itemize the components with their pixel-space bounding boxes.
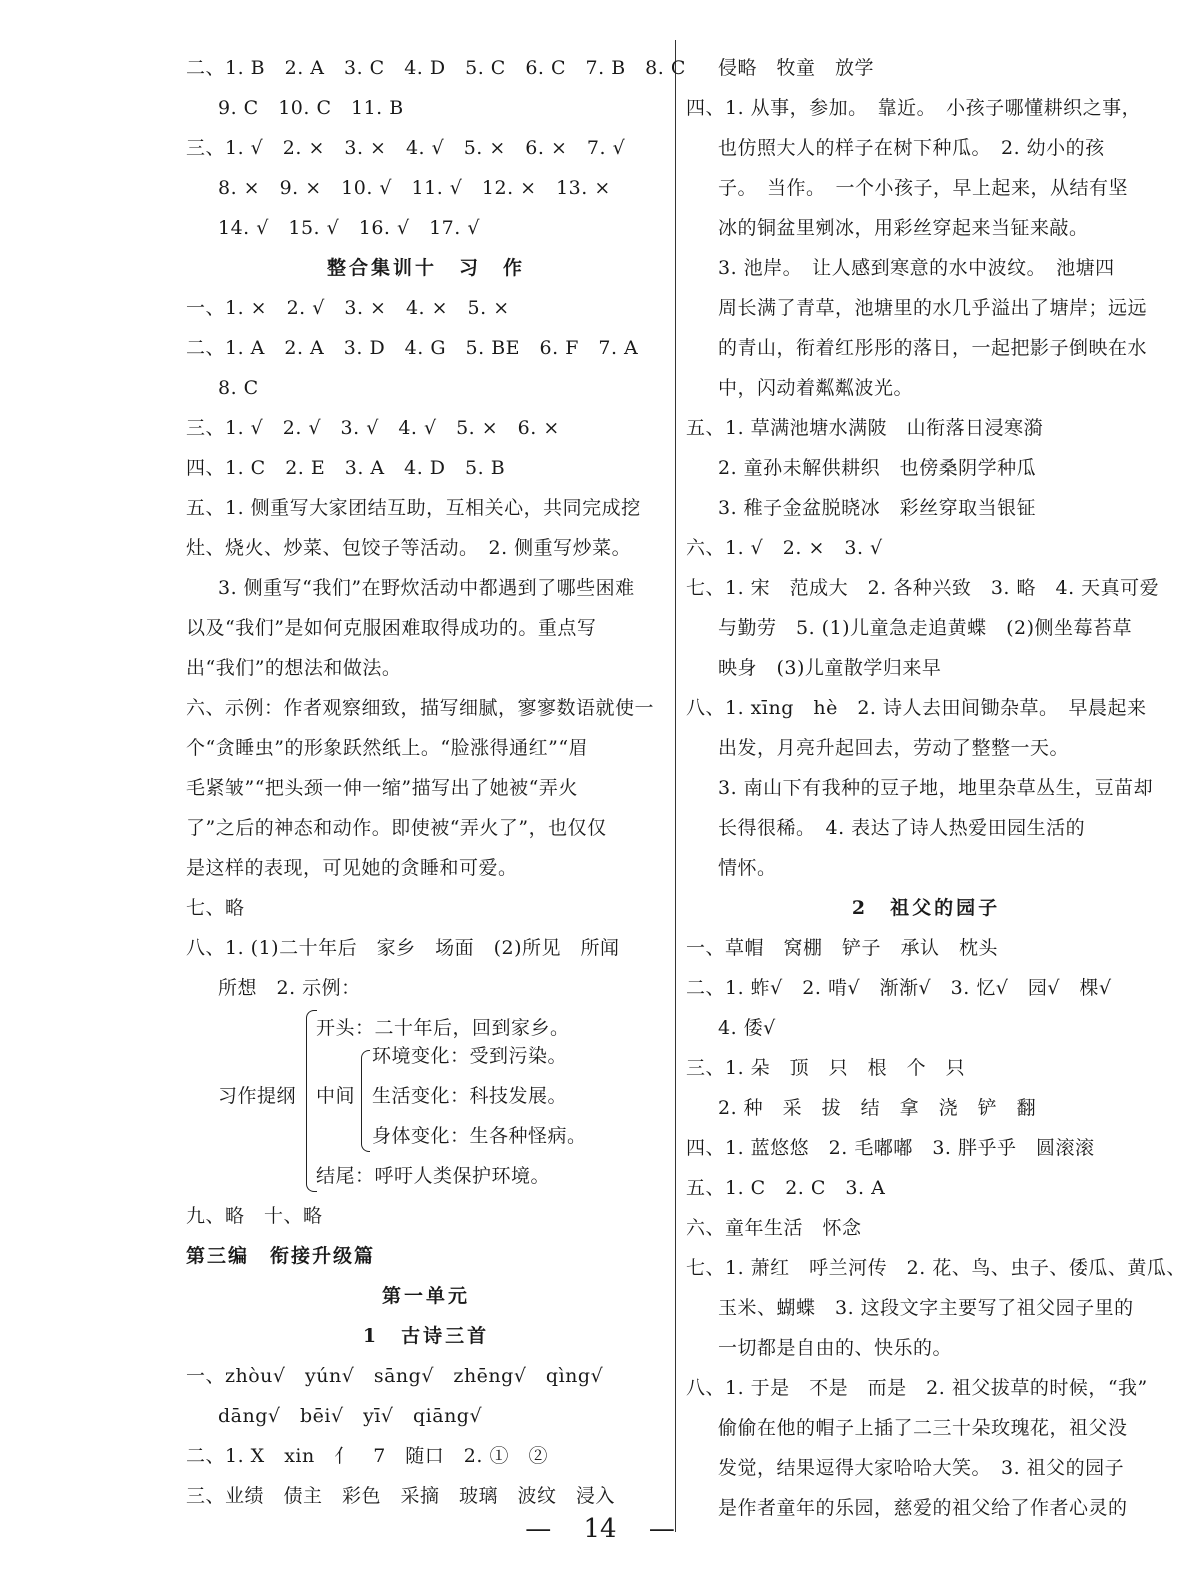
page-number — [0, 1511, 1200, 1547]
answer-line: 2. 童孙未解供耕织 也傍桑阴学种瓜 — [718, 457, 1037, 479]
answer-line: 七、1. 萧红 呼兰河传 2. 花、鸟、虫子、倭瓜、黄瓜、 — [686, 1257, 1186, 1279]
answer-line: 侵略 牧童 放学 — [718, 57, 875, 79]
answer-line: 3. 稚子金盆脱晓冰 彩丝穿取当银钲 — [718, 497, 1037, 519]
answer-line: 三、业绩 债主 彩色 采摘 玻璃 波纹 浸入 — [186, 1485, 616, 1507]
answer-line: 一、zhòu√ yún√ sāng√ zhēng√ qìng√ — [186, 1365, 604, 1387]
answer-line: 偷偷在他的帽子上插了二三十朵玫瑰花，祖父没 — [718, 1417, 1128, 1439]
answer-line: 以及“我们”是如何克服困难取得成功的。重点写 — [186, 617, 597, 639]
answer-line: 五、1. 草满池塘水满陂 山衔落日浸寒漪 — [686, 417, 1044, 439]
answer-line: 是作者童年的乐园，慈爱的祖父给了作者心灵的 — [718, 1497, 1128, 1519]
answer-line: 的青山，衔着红彤彤的落日，一起把影子倒映在水 — [718, 337, 1148, 359]
column-divider — [675, 40, 676, 1532]
answer-line: 与勤劳 5. (1)儿童急走追黄蝶 (2)侧坐莓苔草 — [718, 617, 1132, 639]
lesson-title: 1 古诗三首 — [362, 1325, 490, 1347]
answer-line: 3. 南山下有我种的豆子地，地里杂草丛生，豆苗却 — [718, 777, 1154, 799]
part-title: 第三编 衔接升级篇 — [186, 1245, 376, 1267]
outline-ending: 结尾：呼吁人类保护环境。 — [316, 1165, 551, 1187]
answer-line: 3. 池岸。 让人感到寒意的水中波纹。 池塘四 — [718, 257, 1115, 279]
answer-line: 3. 侧重写“我们”在野炊活动中都遇到了哪些困难 — [218, 577, 635, 599]
answer-line: 一、草帽 窝棚 铲子 承认 枕头 — [686, 937, 999, 959]
answer-line: 二、1. A 2. A 3. D 4. G 5. BE 6. F 7. A — [186, 337, 639, 359]
answer-line: 冰的铜盆里剜冰，用彩丝穿起来当钲来敲。 — [718, 217, 1089, 239]
page-dash-right: — — [648, 1514, 675, 1544]
answer-line: 14. √ 15. √ 16. √ 17. √ — [218, 217, 480, 239]
lesson-title: 2 祖父的园子 — [851, 897, 1001, 919]
unit-title: 第一单元 — [381, 1285, 470, 1307]
answer-line: 2. 种 采 拔 结 拿 浇 铲 翻 — [718, 1097, 1037, 1119]
answer-line: 映身 (3)儿童散学归来早 — [718, 657, 942, 679]
answer-line: 二、1. 蚱√ 2. 啃√ 渐渐√ 3. 忆√ 园√ 棵√ — [686, 977, 1112, 999]
answer-line: 长得很稀。 4. 表达了诗人热爱田园生活的 — [718, 817, 1086, 839]
answer-line: 三、1. 朵 顶 只 根 个 只 — [686, 1057, 966, 1079]
answer-line: 八、1. xīng hè 2. 诗人去田间锄杂草。 早晨起来 — [686, 697, 1147, 719]
outline-brace — [361, 1050, 370, 1152]
answer-line: 八、1. (1)二十年后 家乡 场面 (2)所见 所闻 — [186, 937, 620, 959]
answer-line: 七、略 — [186, 897, 245, 919]
page-dash-left: — — [525, 1514, 552, 1544]
outline-middle-item: 生活变化：科技发展。 — [372, 1085, 568, 1107]
answer-line: 8. C — [218, 377, 259, 399]
answer-line: 一切都是自由的、快乐的。 — [718, 1337, 953, 1359]
answer-line: 二、1. X xin 亻 7 随口 2. ① ② — [186, 1445, 548, 1467]
answer-line: 8. × 9. × 10. √ 11. √ 12. × 13. × — [218, 177, 611, 199]
answer-line: 4. 倭√ — [718, 1017, 776, 1039]
answer-line: 二、1. B 2. A 3. C 4. D 5. C 6. C 7. B 8. C — [186, 57, 686, 79]
answer-line: 五、1. C 2. C 3. A — [686, 1177, 886, 1199]
answer-line: 周长满了青草，池塘里的水几乎溢出了塘岸；远远 — [718, 297, 1148, 319]
outline-opening: 开头：二十年后，回到家乡。 — [316, 1017, 570, 1039]
answer-line: 九、略 十、略 — [186, 1205, 323, 1227]
answer-line: 情怀。 — [718, 857, 777, 879]
answer-line: 也仿照大人的样子在树下种瓜。 2. 幼小的孩 — [718, 137, 1105, 159]
answer-line: 四、1. 蓝悠悠 2. 毛嘟嘟 3. 胖乎乎 圆滚滚 — [686, 1137, 1095, 1159]
answer-line: 八、1. 于是 不是 而是 2. 祖父拔草的时候，“我” — [686, 1377, 1148, 1399]
answer-line: 六、童年生活 怀念 — [686, 1217, 862, 1239]
answer-line: dāng√ bēi√ yī√ qiāng√ — [218, 1405, 483, 1427]
answer-line: 五、1. 侧重写大家团结互助，互相关心，共同完成挖 — [186, 497, 641, 519]
answer-line: 六、示例：作者观察细致，描写细腻，寥寥数语就使一 — [186, 697, 655, 719]
answer-line: 中，闪动着粼粼波光。 — [718, 377, 914, 399]
answer-line: 9. C 10. C 11. B — [218, 97, 404, 119]
answer-line: 子。 当作。 一个小孩子，早上起来，从结有坚 — [718, 177, 1129, 199]
answer-line: 四、1. C 2. E 3. A 4. D 5. B — [186, 457, 506, 479]
section-title: 整合集训十 习 作 — [326, 257, 525, 279]
answer-line: 三、1. √ 2. √ 3. √ 4. √ 5. × 6. × — [186, 417, 560, 439]
answer-line: 四、1. 从事，参加。 靠近。 小孩子哪懂耕织之事， — [686, 97, 1142, 119]
outline-middle: 中间 — [316, 1085, 356, 1107]
outline-middle-item: 环境变化：受到污染。 — [372, 1045, 568, 1067]
answer-line: 六、1. √ 2. × 3. √ — [686, 537, 883, 559]
answer-line: 了”之后的神态和动作。即使被“弄火了”，也仅仅 — [186, 817, 607, 839]
answer-line: 发觉，结果逗得大家哈哈大笑。 3. 祖父的园子 — [718, 1457, 1125, 1479]
answer-line: 七、1. 宋 范成大 2. 各种兴致 3. 略 4. 天真可爱 — [686, 577, 1160, 599]
answer-line: 个“贪睡虫”的形象跃然纸上。“脸涨得通红”“眉 — [186, 737, 589, 759]
answer-line: 出“我们”的想法和做法。 — [186, 657, 402, 679]
answer-line: 玉米、蝴蝶 3. 这段文字主要写了祖父园子里的 — [718, 1297, 1134, 1319]
answer-line: 所想 2. 示例： — [218, 977, 361, 999]
outline-root: 习作提纲 — [218, 1085, 297, 1107]
answer-line: 毛紧皱”“把头颈一伸一缩”描写出了她被“弄火 — [186, 777, 578, 799]
page-number-value: 14 — [583, 1514, 617, 1544]
answer-line: 是这样的表现，可见她的贪睡和可爱。 — [186, 857, 518, 879]
outline-middle-item: 身体变化：生各种怪病。 — [372, 1125, 587, 1147]
answer-line: 一、1. × 2. √ 3. × 4. × 5. × — [186, 297, 510, 319]
answer-line: 灶、烧火、炒菜、包饺子等活动。 2. 侧重写炒菜。 — [186, 537, 632, 559]
answer-line: 出发，月亮升起回去，劳动了整整一天。 — [718, 737, 1070, 759]
answer-line: 三、1. √ 2. × 3. × 4. √ 5. × 6. × 7. √ — [186, 137, 626, 159]
